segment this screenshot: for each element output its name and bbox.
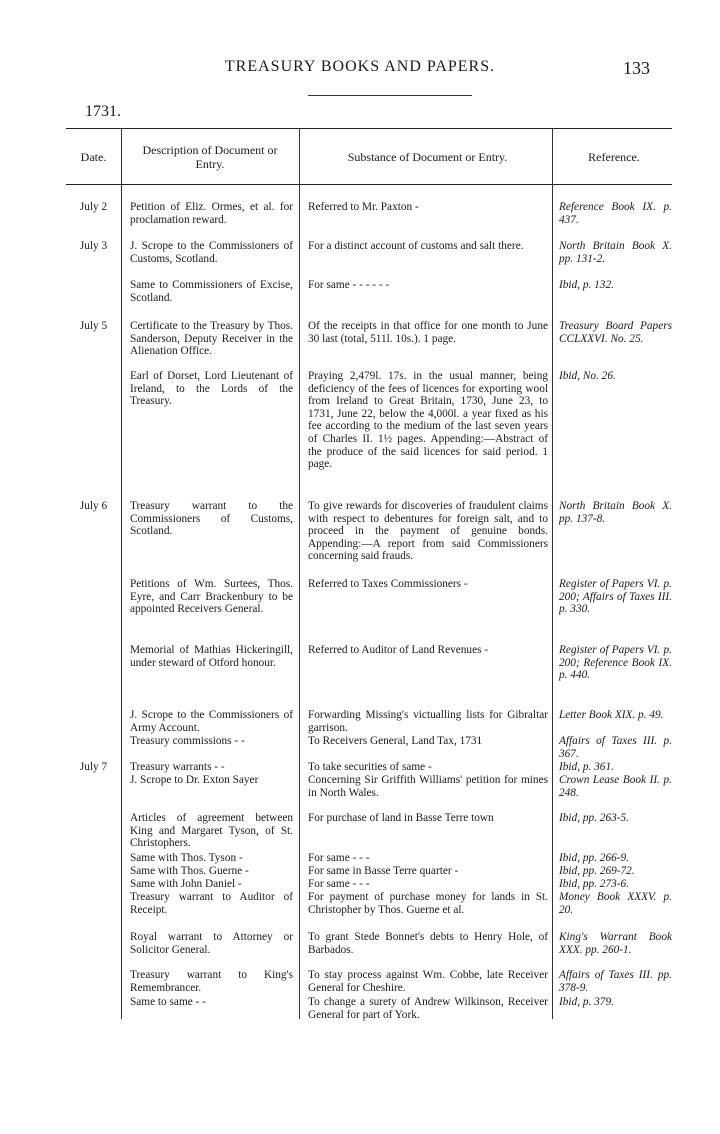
row-substance: Of the receipts in that office for one month to June 30 last (total, 511l. 10s.). 1 page. — [308, 320, 548, 345]
column-header-date: Date. — [80, 150, 107, 164]
row-description: Petition of Eliz. Ormes, et al. for proclamation reward. — [130, 201, 293, 226]
column-divider — [121, 129, 122, 1019]
row-reference: Register of Papers VI. p. 200; Reference Book IX. p. 440. — [559, 644, 672, 682]
row-description: Same with Thos. Guerne - — [130, 865, 249, 877]
row-reference: Ibid, No. 26. — [559, 370, 616, 382]
row-substance: For same in Basse Terre quarter - — [308, 865, 459, 877]
row-substance: To Receivers General, Land Tax, 1731 — [308, 735, 483, 747]
column-divider — [299, 129, 300, 1019]
row-description: Royal warrant to Attorney or Solicitor General. — [130, 931, 293, 956]
row-reference: North Britain Book X. pp. 137-8. — [559, 500, 672, 525]
row-reference: North Britain Book X. pp. 131-2. — [559, 240, 672, 265]
table-head-rule — [66, 184, 672, 185]
row-substance: For same - - - — [308, 878, 370, 890]
row-reference: King's Warrant Book XXX. pp. 260-1. — [559, 931, 672, 956]
row-description: Treasury warrant to King's Remembrancer. — [130, 969, 293, 994]
row-substance: Referred to Mr. Paxton - — [308, 201, 419, 213]
row-substance: For a distinct account of customs and salt there. — [308, 240, 524, 252]
row-date: July 7 — [79, 761, 108, 773]
row-description: Same to same - - — [130, 996, 206, 1008]
column-divider — [552, 129, 553, 1019]
row-description: Memorial of Mathias Hickeringill, under steward of Otford honour. — [130, 644, 293, 669]
row-date: July 3 — [79, 240, 108, 252]
row-description: Earl of Dorset, Lord Lieutenant of Ireland, to the Lords of the Treasury. — [130, 370, 293, 408]
column-header-description: Description of Document or Entry. — [142, 143, 278, 171]
row-reference: Letter Book XIX. p. 49. — [559, 709, 664, 721]
row-reference: Crown Lease Book II. p. 248. — [559, 774, 672, 799]
row-description: Petitions of Wm. Surtees, Thos. Eyre, and Carr Brackenbury to be appointed Receivers General. — [130, 578, 293, 616]
row-substance: To give rewards for discoveries of fraudulent claims with respect to debentures for foreign salt, and to proceed in the payment of genuine bonds. Appending:—A report from said Commissioners concerning said frauds. — [308, 500, 548, 563]
row-description: Treasury commissions - - — [130, 735, 245, 747]
row-substance: To take securities of same - — [308, 761, 432, 773]
row-reference: Ibid, pp. 263-5. — [559, 812, 629, 824]
row-reference: Ibid, pp. 269-72. — [559, 865, 635, 877]
row-description: Same with John Daniel - — [130, 878, 242, 890]
row-substance: For payment of purchase money for lands in St. Christopher by Thos. Guerne et al. — [308, 891, 548, 916]
page-title: TREASURY BOOKS AND PAPERS. — [224, 58, 496, 75]
row-reference: Ibid, pp. 273-6. — [559, 878, 629, 890]
row-substance: To change a surety of Andrew Wilkinson, Receiver General for part of York. — [308, 996, 548, 1021]
row-date: July 6 — [79, 500, 108, 512]
row-reference: Affairs of Taxes III. pp. 378-9. — [559, 969, 672, 994]
row-substance: For purchase of land in Basse Terre town — [308, 812, 494, 824]
column-header-substance: Substance of Document or Entry. — [347, 150, 508, 164]
row-description: Treasury warrant to the Commissioners of Customs, Scotland. — [130, 500, 293, 538]
row-description: Treasury warrant to Auditor of Receipt. — [130, 891, 293, 916]
row-description: Treasury warrants - - — [130, 761, 225, 773]
column-header-reference: Reference. — [588, 150, 640, 164]
row-date: July 2 — [79, 201, 108, 213]
page-number: 133 — [623, 58, 650, 78]
row-substance: For same - - - — [308, 852, 370, 864]
row-description: Certificate to the Treasury by Thos. Sanderson, Deputy Receiver in the Alienation Office. — [130, 320, 293, 358]
row-description: Articles of agreement between King and Margaret Tyson, of St. Christophers. — [130, 812, 293, 850]
row-description: Same to Commissioners of Excise, Scotland. — [130, 279, 293, 304]
row-substance: For same - - - - - - — [308, 279, 390, 291]
year-heading: 1731. — [85, 103, 121, 120]
row-reference: Ibid, p. 132. — [559, 279, 614, 291]
row-reference: Treasury Board Papers CCLXXVI. No. 25. — [559, 320, 672, 345]
row-substance: To grant Stede Bonnet's debts to Henry Hole, of Barbados. — [308, 931, 548, 956]
row-reference: Ibid, pp. 266-9. — [559, 852, 629, 864]
table-top-rule — [66, 128, 672, 129]
row-date: July 5 — [79, 320, 108, 332]
row-description: Same with Thos. Tyson - — [130, 852, 243, 864]
row-substance: Forwarding Missing's victualling lists for Gibraltar garrison. — [308, 709, 548, 734]
row-substance: Referred to Taxes Commissioners - — [308, 578, 468, 590]
row-reference: Money Book XXXV. p. 20. — [559, 891, 672, 916]
row-reference: Reference Book IX. p. 437. — [559, 201, 672, 226]
row-reference: Register of Papers VI. p. 200; Affairs of Taxes III. p. 330. — [559, 578, 672, 616]
row-description: J. Scrope to the Commissioners of Army Account. — [130, 709, 293, 734]
row-reference: Ibid, p. 379. — [559, 996, 614, 1008]
row-substance: To stay process against Wm. Cobbe, late Receiver General for Cheshire. — [308, 969, 548, 994]
row-reference: Affairs of Taxes III. p. 367. — [559, 735, 672, 760]
row-substance: Concerning Sir Griffith Williams' petition for mines in North Wales. — [308, 774, 548, 799]
row-description: J. Scrope to Dr. Exton Sayer — [130, 774, 259, 786]
header-rule — [308, 95, 472, 96]
row-reference: Ibid, p. 361. — [559, 761, 614, 773]
row-substance: Praying 2,479l. 17s. in the usual manner, being deficiency of the fees of licences for exporting wool from Ireland to Great Britain, 1730, June 23, to 1731, June 22, below the 4,000l. a year fixed as his fee according to the medium of the last seven years of Charles II. 1½ pages. Appending:—Abstract of the produce of the said licences for said period. 1 page. — [308, 370, 548, 471]
row-description: J. Scrope to the Commissioners of Customs, Scotland. — [130, 240, 293, 265]
row-substance: Referred to Auditor of Land Revenues - — [308, 644, 489, 656]
